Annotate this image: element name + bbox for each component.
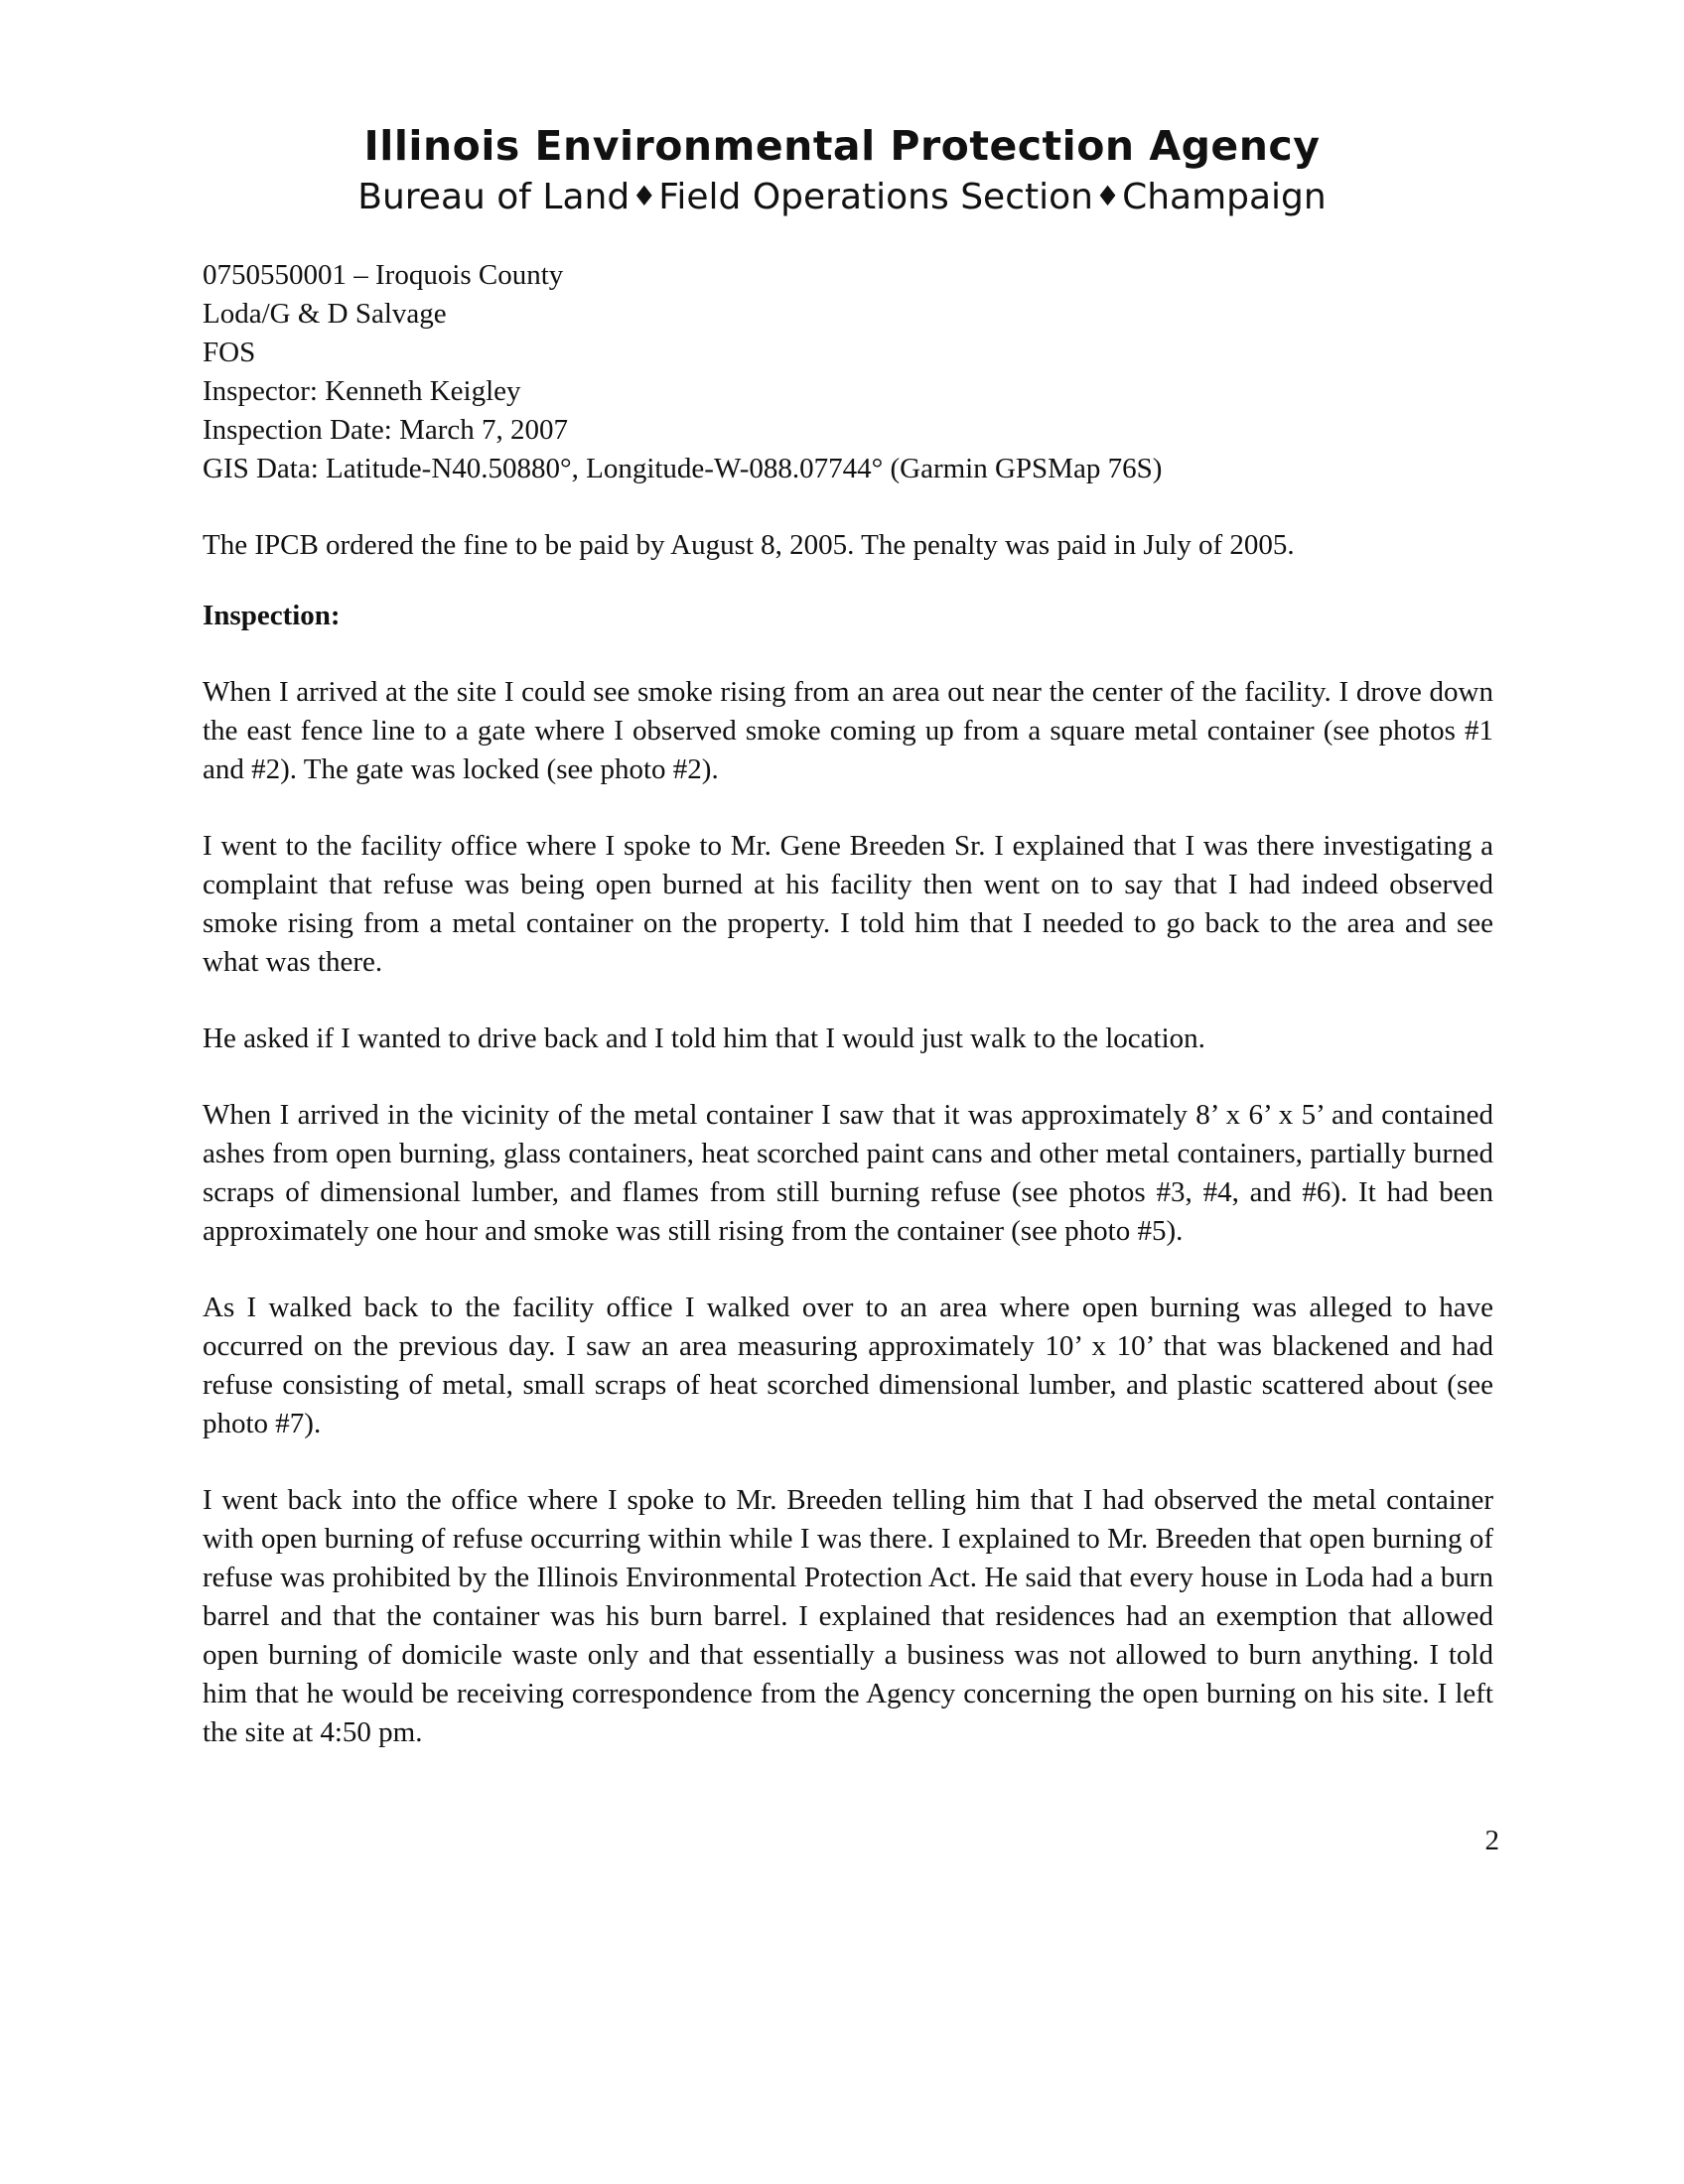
paragraph-container: When I arrived in the vicinity of the metal container I saw that it was approximately 8’ x 6’ x 5’ and contained ashes from open burning, glass containers, heat scorched paint cans and other metal containers, partially burned scraps of dimensional lumber, and flames from still burning refuse (see photos #3, #4, and #6). It had been approximately one hour and smoke was still rising from the container (see photo #5). (203, 1099, 1493, 1247)
program-line: FOS (203, 337, 256, 368)
site-id-line: 0750550001 – Iroquois County (203, 259, 564, 291)
office-name: Champaign (1122, 177, 1327, 217)
report-body (203, 256, 1493, 1752)
paragraph-previous-burn: As I walked back to the facility office I walked over to an area where open burning was alleged to have occurred on the previous day. I saw an area measuring approximately 10’ x 10’ that was blackened and had refuse consisting of metal, small scraps of heat scorched dimensional lumber, and plastic scattered about (see photo #7). (203, 1292, 1493, 1439)
gis-data-line: GIS Data: Latitude-N40.50880°, Longitude-W-088.07744° (Garmin GPSMap 76S) (203, 453, 1163, 484)
agency-subtitle (0, 173, 1684, 221)
site-name-line: Loda/G & D Salvage (203, 298, 447, 330)
paragraph-conclusion: I went back into the office where I spoke to Mr. Breeden telling him that I had observed the metal container with open burning of refuse occurring within while I was there. I explained to Mr. Breeden that open burning of refuse was prohibited by the Illinois Environmental Protection Act. He said that every house in Loda had a burn barrel and that the container was his burn barrel. I explained that residences had an exemption that allowed open burning of domicile waste only and that essentially a business was not allowed to burn anything. I told him that he would be receiving correspondence from the Agency concerning the open burning on his site. I left the site at 4:50 pm. (203, 1484, 1493, 1748)
inspection-date-line: Inspection Date: March 7, 2007 (203, 414, 569, 446)
paragraph-arrival: When I arrived at the site I could see smoke rising from an area out near the center of the facility. I drove down the east fence line to a gate where I observed smoke coming up from a square metal container (see photos #1 and #2). The gate was locked (see photo #2). (203, 676, 1493, 785)
agency-title: Illinois Environmental Protection Agency (363, 122, 1321, 170)
paragraph-office-visit: I went to the facility office where I spoke to Mr. Gene Breeden Sr. I explained that I was there investigating a complaint that refuse was being open burned at his facility then went on to say that I had indeed observed smoke rising from a metal container on the property. I told him that I needed to go back to the area and see what was there. (203, 830, 1493, 978)
site-info-block (203, 256, 1493, 488)
section-name: Field Operations Section (658, 177, 1093, 217)
letterhead (0, 119, 1684, 221)
paragraph-walk: He asked if I wanted to drive back and I told him that I would just walk to the location. (203, 1023, 1205, 1054)
diamond-separator-icon: ♦ (1094, 180, 1121, 212)
bureau-name: Bureau of Land (357, 177, 631, 217)
inspection-heading: Inspection: (203, 600, 341, 631)
page-number: 2 (1484, 1825, 1499, 1856)
fine-statement: The IPCB ordered the fine to be paid by August 8, 2005. The penalty was paid in July of 2005. (203, 529, 1295, 561)
diamond-separator-icon: ♦ (632, 180, 657, 212)
inspector-line: Inspector: Kenneth Keigley (203, 375, 521, 407)
